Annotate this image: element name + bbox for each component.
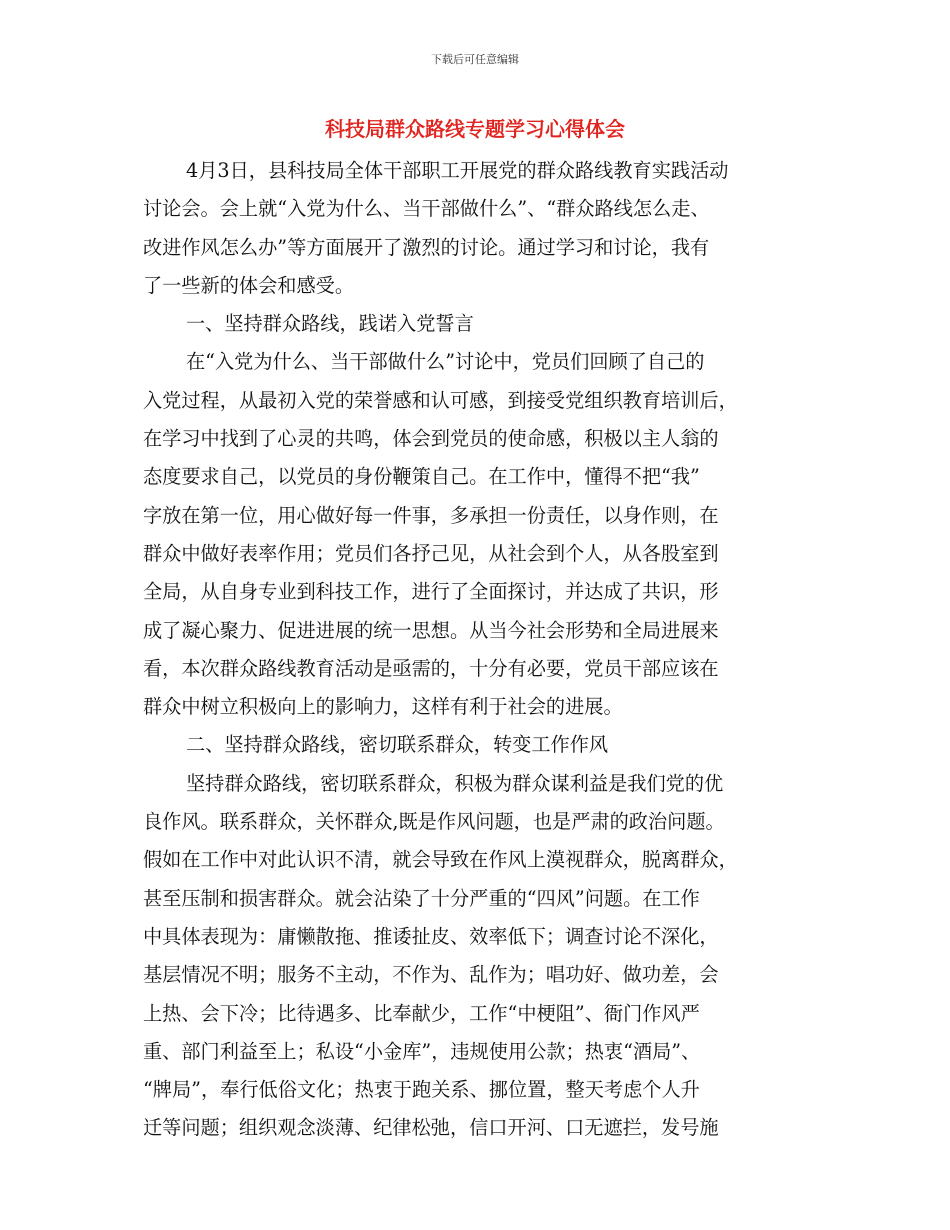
body-line: 假如在工作中对此认识不清，就会导致在作风上漠视群众，脱离群众， xyxy=(143,848,738,872)
body-line: 一、坚持群众路线，践诺入党誓言 xyxy=(186,312,474,336)
header-note: 下载后可任意编辑 xyxy=(431,53,519,66)
body-line: 看，本次群众路线教育活动是亟需的，十分有必要，党员干部应该在 xyxy=(143,656,719,680)
body-line: 良作风。联系群众，关怀群众,既是作风问题，也是严肃的政治问题。 xyxy=(143,810,725,834)
body-line: 坚持群众路线，密切联系群众，积极为群众谋利益是我们党的优 xyxy=(186,771,724,795)
body-line: 成了凝心聚力、促进进展的统一思想。从当今社会形势和全局进展来 xyxy=(143,618,719,642)
document-body xyxy=(143,152,811,1148)
body-line: 中具体表现为：庸懒散拖、推诿扯皮、效率低下；调查讨论不深化， xyxy=(143,924,719,948)
body-line: 改进作风怎么办”等方面展开了激烈的讨论。通过学习和讨论，我有 xyxy=(143,235,710,259)
document-title: 科技局群众路线专题学习心得体会 xyxy=(325,117,625,141)
body-line: 二、坚持群众路线，密切联系群众，转变工作作风 xyxy=(186,733,609,757)
body-line: 了一些新的体会和感受。 xyxy=(143,273,355,297)
body-line: 态度要求自己，以党员的身份鞭策自己。在工作中，懂得不把“我” xyxy=(143,465,700,489)
body-line: “牌局”，奉行低俗文化；热衷于跑关系、挪位置，整天考虑个人升 xyxy=(143,1078,700,1102)
body-line: 4月3日，县科技局全体干部职工开展党的群众路线教育实践活动 xyxy=(186,159,729,182)
body-line: 甚至压制和损害群众。就会沾染了十分严重的“四风”问题。在工作 xyxy=(143,886,700,910)
body-line: 群众中树立积极向上的影响力，这样有利于社会的进展。 xyxy=(143,695,623,719)
body-line: 重、部门利益至上；私设“小金库”，违规使用公款；热衷“酒局”、 xyxy=(143,1039,701,1063)
body-line: 讨论会。会上就“入党为什么、当干部做什么”、“群众路线怎么走、 xyxy=(143,197,710,221)
body-line: 基层情况不明；服务不主动，不作为、乱作为；唱功好、做功差，会 xyxy=(143,963,719,987)
body-line: 上热、会下冷；比待遇多、比奉献少，工作“中梗阻”、衙门作风严 xyxy=(143,1001,700,1025)
body-line: 全局，从自身专业到科技工作，进行了全面探讨，并达成了共识，形 xyxy=(143,580,719,604)
body-line: 入党过程，从最初入党的荣誉感和认可感，到接受党组织教育培训后， xyxy=(143,388,738,412)
body-line: 群众中做好表率作用；党员们各抒己见，从社会到个人，从各股室到 xyxy=(143,541,719,565)
body-line: 迁等问题；组织观念淡薄、纪律松弛，信口开河、口无遮拦，发号施 xyxy=(143,1116,719,1140)
body-line: 在“入党为什么、当干部做什么”讨论中，党员们回顾了自己的 xyxy=(186,350,705,374)
body-line: 字放在第一位，用心做好每一件事，多承担一份责任，以身作则，在 xyxy=(143,503,719,527)
body-line: 在学习中找到了心灵的共鸣，体会到党员的使命感，积极以主人翁的 xyxy=(143,427,719,451)
